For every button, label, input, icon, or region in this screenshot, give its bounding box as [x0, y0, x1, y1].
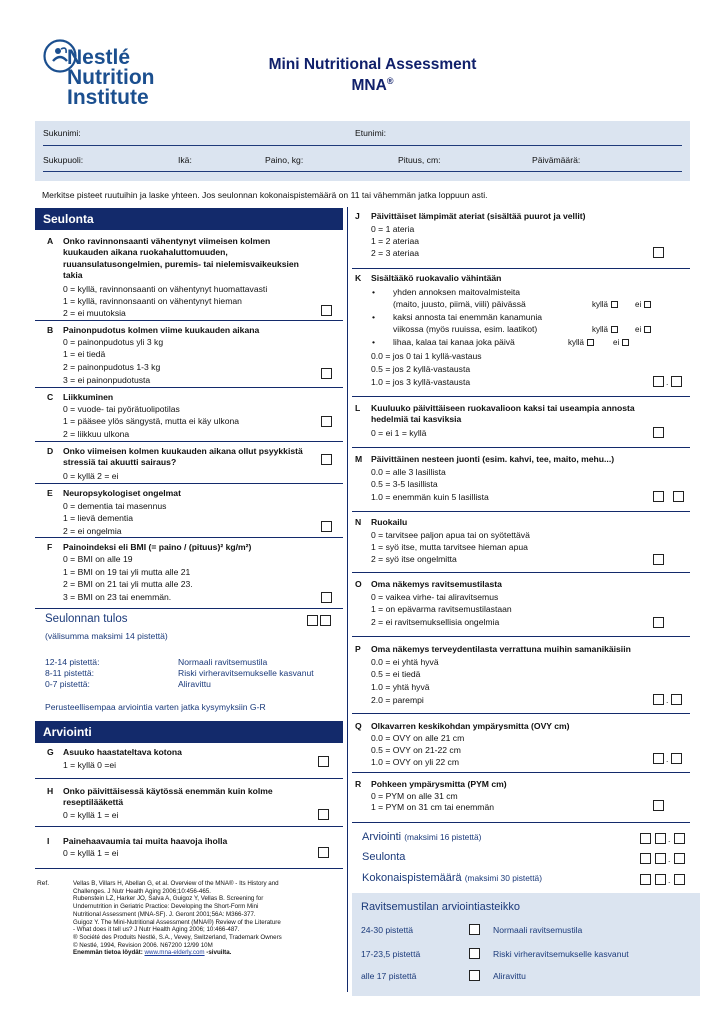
result-label: Aliravittu — [178, 679, 211, 689]
no-checkbox[interactable] — [622, 339, 629, 346]
grand-total-box-2[interactable] — [655, 874, 666, 885]
option: 2 = ei ongelmia — [63, 526, 122, 536]
scale-title: Ravitsemustilan arviointiasteikko — [361, 901, 520, 913]
ref-line: Challenges. J Nutr Health Aging 2006;10:456-465. — [73, 887, 211, 895]
bullet-text: viikossa (myös ruuissa, esim. laatikot) — [393, 324, 538, 334]
question-letter: A — [47, 236, 54, 246]
option: 0.5 = 3-5 lasillista — [371, 479, 438, 489]
option: 3 = ei painonpudotusta — [63, 375, 151, 385]
screening-header: Seulonta — [35, 208, 343, 230]
sex-label: Sukupuoli: — [43, 155, 84, 165]
question-letter: Q — [355, 721, 362, 731]
question-letter: J — [355, 211, 360, 221]
question-letter: G — [47, 747, 54, 757]
score-box-i[interactable] — [318, 847, 329, 858]
website-link[interactable]: www.mna-elderly.com — [144, 949, 205, 957]
question-text: Kuuluuko päivittäiseen ruokavalioon kaksi tai useampia annosta hedelmiä tai kasviksia — [371, 403, 635, 425]
scale-checkbox[interactable] — [469, 924, 480, 935]
screening-result-box-1[interactable] — [307, 615, 318, 626]
option: 0 = dementia tai masennus — [63, 501, 167, 511]
screening-result-title: Seulonnan tulos — [45, 613, 128, 625]
scale-label: Riski virheravitsemukselle kasvanut — [493, 949, 629, 959]
question-text: Asuuko haastateltava kotona — [63, 747, 182, 757]
question-text: Päivittäiset lämpimät ateriat (sisältää puurot ja vellit) — [371, 211, 586, 221]
question-p: P Oma näkemys terveydentilasta verrattuna muihin samanikäisiin 0.0 = ei yhtä hyvä 0.5 = ei tiedä 1.0 = yhtä hyvä 2.0 = parempi . — [355, 644, 673, 706]
height-label: Pituus, cm: — [398, 155, 441, 165]
scale-label: Normaali ravitsemustila — [493, 925, 583, 935]
score-box-e[interactable] — [321, 521, 332, 532]
total-screening-box-1[interactable] — [640, 853, 651, 864]
ref-line: - What does it tell us? J Nutr Health Aging 2006; 10:466-487. — [73, 926, 240, 934]
question-text: Onko viimeisen kolmen kuukauden aikana ollut psyykkistä stressiä tai akuutti sairaus? — [63, 446, 303, 468]
logo-line1: Nestlé — [67, 46, 131, 69]
firstname-label: Etunimi: — [355, 128, 387, 138]
question-text: Painoindeksi eli BMI (= paino / (pituus)² kg/m²) — [63, 542, 252, 552]
score-box-a[interactable] — [321, 305, 332, 316]
question-l — [355, 403, 673, 443]
total-screening-label: Seulonta — [362, 851, 406, 863]
option: 2 = BMI on 21 tai yli mutta alle 23. — [63, 579, 193, 589]
option: 0.0 = ei yhtä hyvä — [371, 657, 439, 667]
page-title — [235, 56, 510, 94]
option: 0 = BMI on alle 19 — [63, 554, 133, 564]
option: 0 = 1 ateria — [371, 224, 415, 234]
surname-label: Sukunimi: — [43, 128, 81, 138]
ref-line: Undernutrition in Geriatric Practice: Developing the Short-Form Mini — [73, 903, 259, 911]
option: 2 = ei muutoksia — [63, 308, 126, 318]
yes-checkbox[interactable] — [611, 301, 618, 308]
grand-total-box-1[interactable] — [640, 874, 651, 885]
score-box-h[interactable] — [318, 809, 329, 820]
logo-line2: Nutrition — [67, 66, 155, 89]
total-assessment-label: Arviointi — [362, 831, 402, 843]
grand-total-sub: (maksimi 30 pistettä) — [464, 873, 542, 883]
assessment-header: Arviointi — [35, 721, 343, 743]
total-assessment-row — [362, 831, 481, 843]
result-label: Riski virheravitsemukselle kasvanut — [178, 668, 314, 678]
question-letter: K — [355, 273, 362, 283]
question-text: Painehaavaumia tai muita haavoja iholla — [63, 836, 228, 846]
bullet-text: lihaa, kalaa tai kanaa joka päivä — [393, 337, 515, 347]
question-letter: R — [355, 779, 362, 789]
question-text: Liikkuminen — [63, 392, 114, 402]
no-label: ei — [635, 325, 642, 334]
question-e — [47, 488, 337, 538]
instruction-text: Merkitse pisteet ruutuihin ja laske yhteen. Jos seulonnan kokonaispistemäärä on 11 tai vähemmän jatka loppuun asti. — [42, 190, 488, 200]
question-a — [47, 236, 337, 320]
nestle-logo — [43, 39, 163, 109]
question-text: Päivittäinen nesteen juonti (esim. kahvi, tee, maito, mehu...) — [371, 454, 615, 464]
yes-label: kyllä — [568, 338, 585, 347]
ref-line: Rubenstein LZ, Harker JO, Salva A, Guigoz Y, Vellas B. Screening for — [73, 895, 264, 903]
question-letter: F — [47, 542, 53, 552]
question-r — [355, 779, 673, 819]
total-assessment-box-2[interactable] — [655, 833, 666, 844]
option: 2.0 = parempi — [371, 695, 424, 705]
question-letter: O — [355, 579, 362, 589]
web-suffix: -sivuilta. — [204, 949, 232, 957]
question-g — [47, 747, 337, 777]
option: 1.0 = yhtä hyvä — [371, 682, 430, 692]
score-box-k-1[interactable] — [653, 376, 664, 387]
total-screening-box-2[interactable] — [655, 853, 666, 864]
option: 2 = syö itse ongelmitta — [371, 554, 457, 564]
option: 0.0 = OVY on alle 21 cm — [371, 733, 465, 743]
result-range: 12-14 pistettä: — [45, 657, 100, 667]
question-letter: I — [47, 836, 50, 846]
grand-total-row — [362, 872, 542, 884]
ref-line: Guigoz Y. The Mini-Nutritional Assessment (MNA®) Review of the Literature — [73, 918, 281, 926]
scale-range: 17-23,5 pistettä — [361, 949, 421, 959]
score-box-k-2[interactable] — [671, 376, 682, 387]
weight-label: Paino, kg: — [265, 155, 304, 165]
yes-label: kyllä — [592, 325, 609, 334]
question-b — [47, 325, 337, 387]
score-box-q-1[interactable] — [653, 753, 664, 764]
ref-line: Nutritional Assessment (MNA-SF). J. Geront 2001;56A: M366-377. — [73, 910, 256, 918]
screening-result-sub: (välisumma maksimi 14 pistettä) — [45, 631, 168, 641]
question-text: Sisältääkö ruokavalio vähintään — [371, 273, 502, 283]
web-prefix: Enemmän tietoa löydät: — [73, 949, 145, 957]
title-line1: Mini Nutritional Assessment — [268, 56, 477, 73]
score-box-l[interactable] — [653, 427, 664, 438]
option: 0 = tarvitsee paljon apua tai on syötettävä — [371, 530, 530, 540]
option: 0 = kyllä, ravinnonsaanti on vähentynyt huomattavasti — [63, 284, 268, 294]
question-letter: N — [355, 517, 362, 527]
question-text: Neuropsykologiset ongelmat — [63, 488, 181, 498]
option: 1 = ei tiedä — [63, 349, 106, 359]
option: 0 = PYM on alle 31 cm — [371, 791, 458, 801]
score-box-m-1[interactable] — [653, 491, 664, 502]
option: 1 = BMI on 19 tai yli mutta alle 21 — [63, 567, 191, 577]
logo-line3: Institute — [67, 86, 149, 109]
option: 2 = 3 ateriaa — [371, 248, 420, 258]
date-label: Päivämäärä: — [532, 155, 581, 165]
title-line2: MNA — [351, 77, 387, 95]
score-box-m-2[interactable] — [673, 491, 684, 502]
question-letter: C — [47, 392, 54, 402]
yes-checkbox[interactable] — [611, 326, 618, 333]
option: 0.5 = OVY on 21-22 cm — [371, 745, 461, 755]
assessment-scale-box — [352, 893, 700, 996]
score-box-d[interactable] — [321, 454, 332, 465]
question-f — [47, 542, 337, 605]
score-box-p-2[interactable] — [671, 694, 682, 705]
question-text: Painonpudotus kolmen viime kuukauden aikana — [63, 325, 260, 335]
score-box-c[interactable] — [321, 416, 332, 427]
question-k: K Sisältääkö ruokavalio vähintään • yhden annoksen maitovalmisteita (maito, juusto, piimä, viili) päivässä kyllä ei • kaksi annosta tai enemmän kanamunia viikossa (myös ruuissa, esim. laatikot) kyllä ei • lihaa, kalaa tai kanaa joka päivä kyllä ei 0.0 = jos 0 tai 1 kyllä-vastaus 0.5 = jos 2 kyllä-vastausta 1.0 = jos 3 kyllä-vastausta . — [355, 273, 673, 391]
question-h — [47, 786, 337, 826]
no-checkbox[interactable] — [644, 301, 651, 308]
option: 1 = kyllä, ravinnonsaanti on vähentynyt hieman — [63, 296, 242, 306]
continue-note: Perusteellisempaa arviointia varten jatka kysymyksiin G-R — [45, 702, 266, 712]
option: 0.0 = jos 0 tai 1 kyllä-vastaus — [371, 351, 482, 361]
option: 1 = PYM on 31 cm tai enemmän — [371, 802, 494, 812]
grand-total-label: Kokonaispistemäärä — [362, 872, 462, 884]
question-letter: H — [47, 786, 54, 796]
question-letter: B — [47, 325, 54, 335]
references — [73, 880, 343, 957]
ref-line: © Nestlé, 1994, Revision 2006. N67200 12/99 10M — [73, 941, 213, 949]
question-letter: L — [355, 403, 361, 413]
question-i — [47, 836, 337, 866]
total-screening-box-3[interactable] — [674, 853, 685, 864]
option: 0 = kyllä 1 = ei — [63, 848, 119, 858]
screening-result-box-2[interactable] — [320, 615, 331, 626]
score-box-r[interactable] — [653, 800, 664, 811]
score-box-b[interactable] — [321, 368, 332, 379]
question-text: Ruokailu — [371, 517, 408, 527]
score-box-f[interactable] — [321, 592, 332, 603]
question-text: Pohkeen ympärysmitta (PYM cm) — [371, 779, 507, 789]
result-label: Normaali ravitsemustila — [178, 657, 268, 667]
score-box-j[interactable] — [653, 247, 664, 258]
option: 0.5 = ei tiedä — [371, 669, 421, 679]
option: 2 = painonpudotus 1-3 kg — [63, 362, 161, 372]
question-text: Oma näkemys terveydentilasta verrattuna muihin samanikäisiin — [371, 644, 631, 654]
no-label: ei — [635, 300, 642, 309]
option: 1.0 = enemmän kuin 5 lasillista — [371, 492, 489, 502]
score-box-q-2[interactable] — [671, 753, 682, 764]
scale-checkbox[interactable] — [469, 948, 480, 959]
ref-line: ® Société des Produits Nestlé, S.A., Vevey, Switzerland, Trademark Owners — [73, 933, 282, 941]
question-j — [355, 211, 673, 261]
bullet-text: yhden annoksen maitovalmisteita — [393, 287, 521, 297]
question-text: Oma näkemys ravitsemustilasta — [371, 579, 502, 589]
question-m — [355, 454, 673, 504]
yes-checkbox[interactable] — [587, 339, 594, 346]
question-n — [355, 517, 673, 567]
ref-label: Ref. — [37, 880, 50, 887]
question-text: Onko ravinnonsaanti vähentynyt viimeisen kolmen kuukauden aikana ruokahaluttomuuden, ruuansulatusongelmien, puremis- tai nielemisvaikeuksien takia — [63, 236, 299, 281]
option: 1 = kyllä 0 =ei — [63, 760, 117, 770]
option: 0.5 = jos 2 kyllä-vastausta — [371, 364, 471, 374]
scale-range: 24-30 pistettä — [361, 925, 414, 935]
scale-range: alle 17 pistettä — [361, 971, 417, 981]
question-letter: D — [47, 446, 54, 456]
title-sup: ® — [386, 76, 394, 86]
option: 1 = lievä dementia — [63, 513, 133, 523]
total-assessment-box-1[interactable] — [640, 833, 651, 844]
question-letter: E — [47, 488, 53, 498]
option: 0 = kyllä 1 = ei — [63, 810, 119, 820]
score-box-n[interactable] — [653, 554, 664, 565]
option: 1.0 = OVY on yli 22 cm — [371, 757, 459, 767]
ref-line: Vellas B, Villars H, Abellan G, et al. Overview of the MNA® - Its History and — [73, 880, 279, 887]
question-letter: P — [355, 644, 361, 654]
question-q: Q Olkavarren keskikohdan ympärysmitta (OVY cm) 0.0 = OVY on alle 21 cm 0.5 = OVY on 21-22 cm 1.0 = OVY on yli 22 cm . — [355, 721, 673, 771]
question-text: Onko päivittäisessä käytössä enemmän kuin kolme reseptilääkettä — [63, 786, 273, 808]
question-letter: M — [355, 454, 363, 464]
option: 0 = kyllä 2 = ei — [63, 471, 119, 481]
bullet-text: kaksi annosta tai enemmän kanamunia — [393, 312, 543, 322]
option: 1 = pääsee ylös sängystä, mutta ei käy ulkona — [63, 416, 240, 426]
question-d — [47, 446, 337, 484]
option: 2 = ei ravitsemuksellisia ongelmia — [371, 617, 500, 627]
option: 2 = liikkuu ulkona — [63, 429, 130, 439]
option: 0 = painonpudotus yli 3 kg — [63, 337, 164, 347]
scale-checkbox[interactable] — [469, 970, 480, 981]
question-o — [355, 579, 673, 629]
total-assessment-box-3[interactable] — [674, 833, 685, 844]
option: 0 = ei 1 = kyllä — [371, 428, 427, 438]
no-label: ei — [613, 338, 620, 347]
option: 1 = on epävarma ravitsemustilastaan — [371, 604, 512, 614]
option: 1.0 = jos 3 kyllä-vastausta — [371, 377, 471, 387]
option: 0 = vaikea virhe- tai aliravitsemus — [371, 592, 499, 602]
yes-label: kyllä — [592, 300, 609, 309]
age-label: Ikä: — [178, 155, 192, 165]
option: 1 = 2 ateriaa — [371, 236, 420, 246]
no-checkbox[interactable] — [644, 326, 651, 333]
option: 1 = syö itse, mutta tarvitsee hieman apua — [371, 542, 528, 552]
score-box-o[interactable] — [653, 617, 664, 628]
question-text: Olkavarren keskikohdan ympärysmitta (OVY cm) — [371, 721, 570, 731]
bullet-text: (maito, juusto, piimä, viili) päivässä — [393, 299, 526, 309]
grand-total-box-3[interactable] — [674, 874, 685, 885]
result-range: 0-7 pistettä: — [45, 679, 90, 689]
total-assessment-sub: (maksimi 16 pistettä) — [404, 832, 482, 842]
scale-label: Aliravittu — [493, 971, 526, 981]
option: 0 = vuode- tai pyörätuolipotilas — [63, 404, 180, 414]
score-box-g[interactable] — [318, 756, 329, 767]
option: 0.0 = alle 3 lasillista — [371, 467, 446, 477]
question-c — [47, 392, 337, 442]
score-box-p-1[interactable] — [653, 694, 664, 705]
patient-id-box — [35, 121, 690, 181]
result-range: 8-11 pistettä: — [45, 668, 95, 678]
option: 3 = BMI on 23 tai enemmän. — [63, 592, 172, 602]
